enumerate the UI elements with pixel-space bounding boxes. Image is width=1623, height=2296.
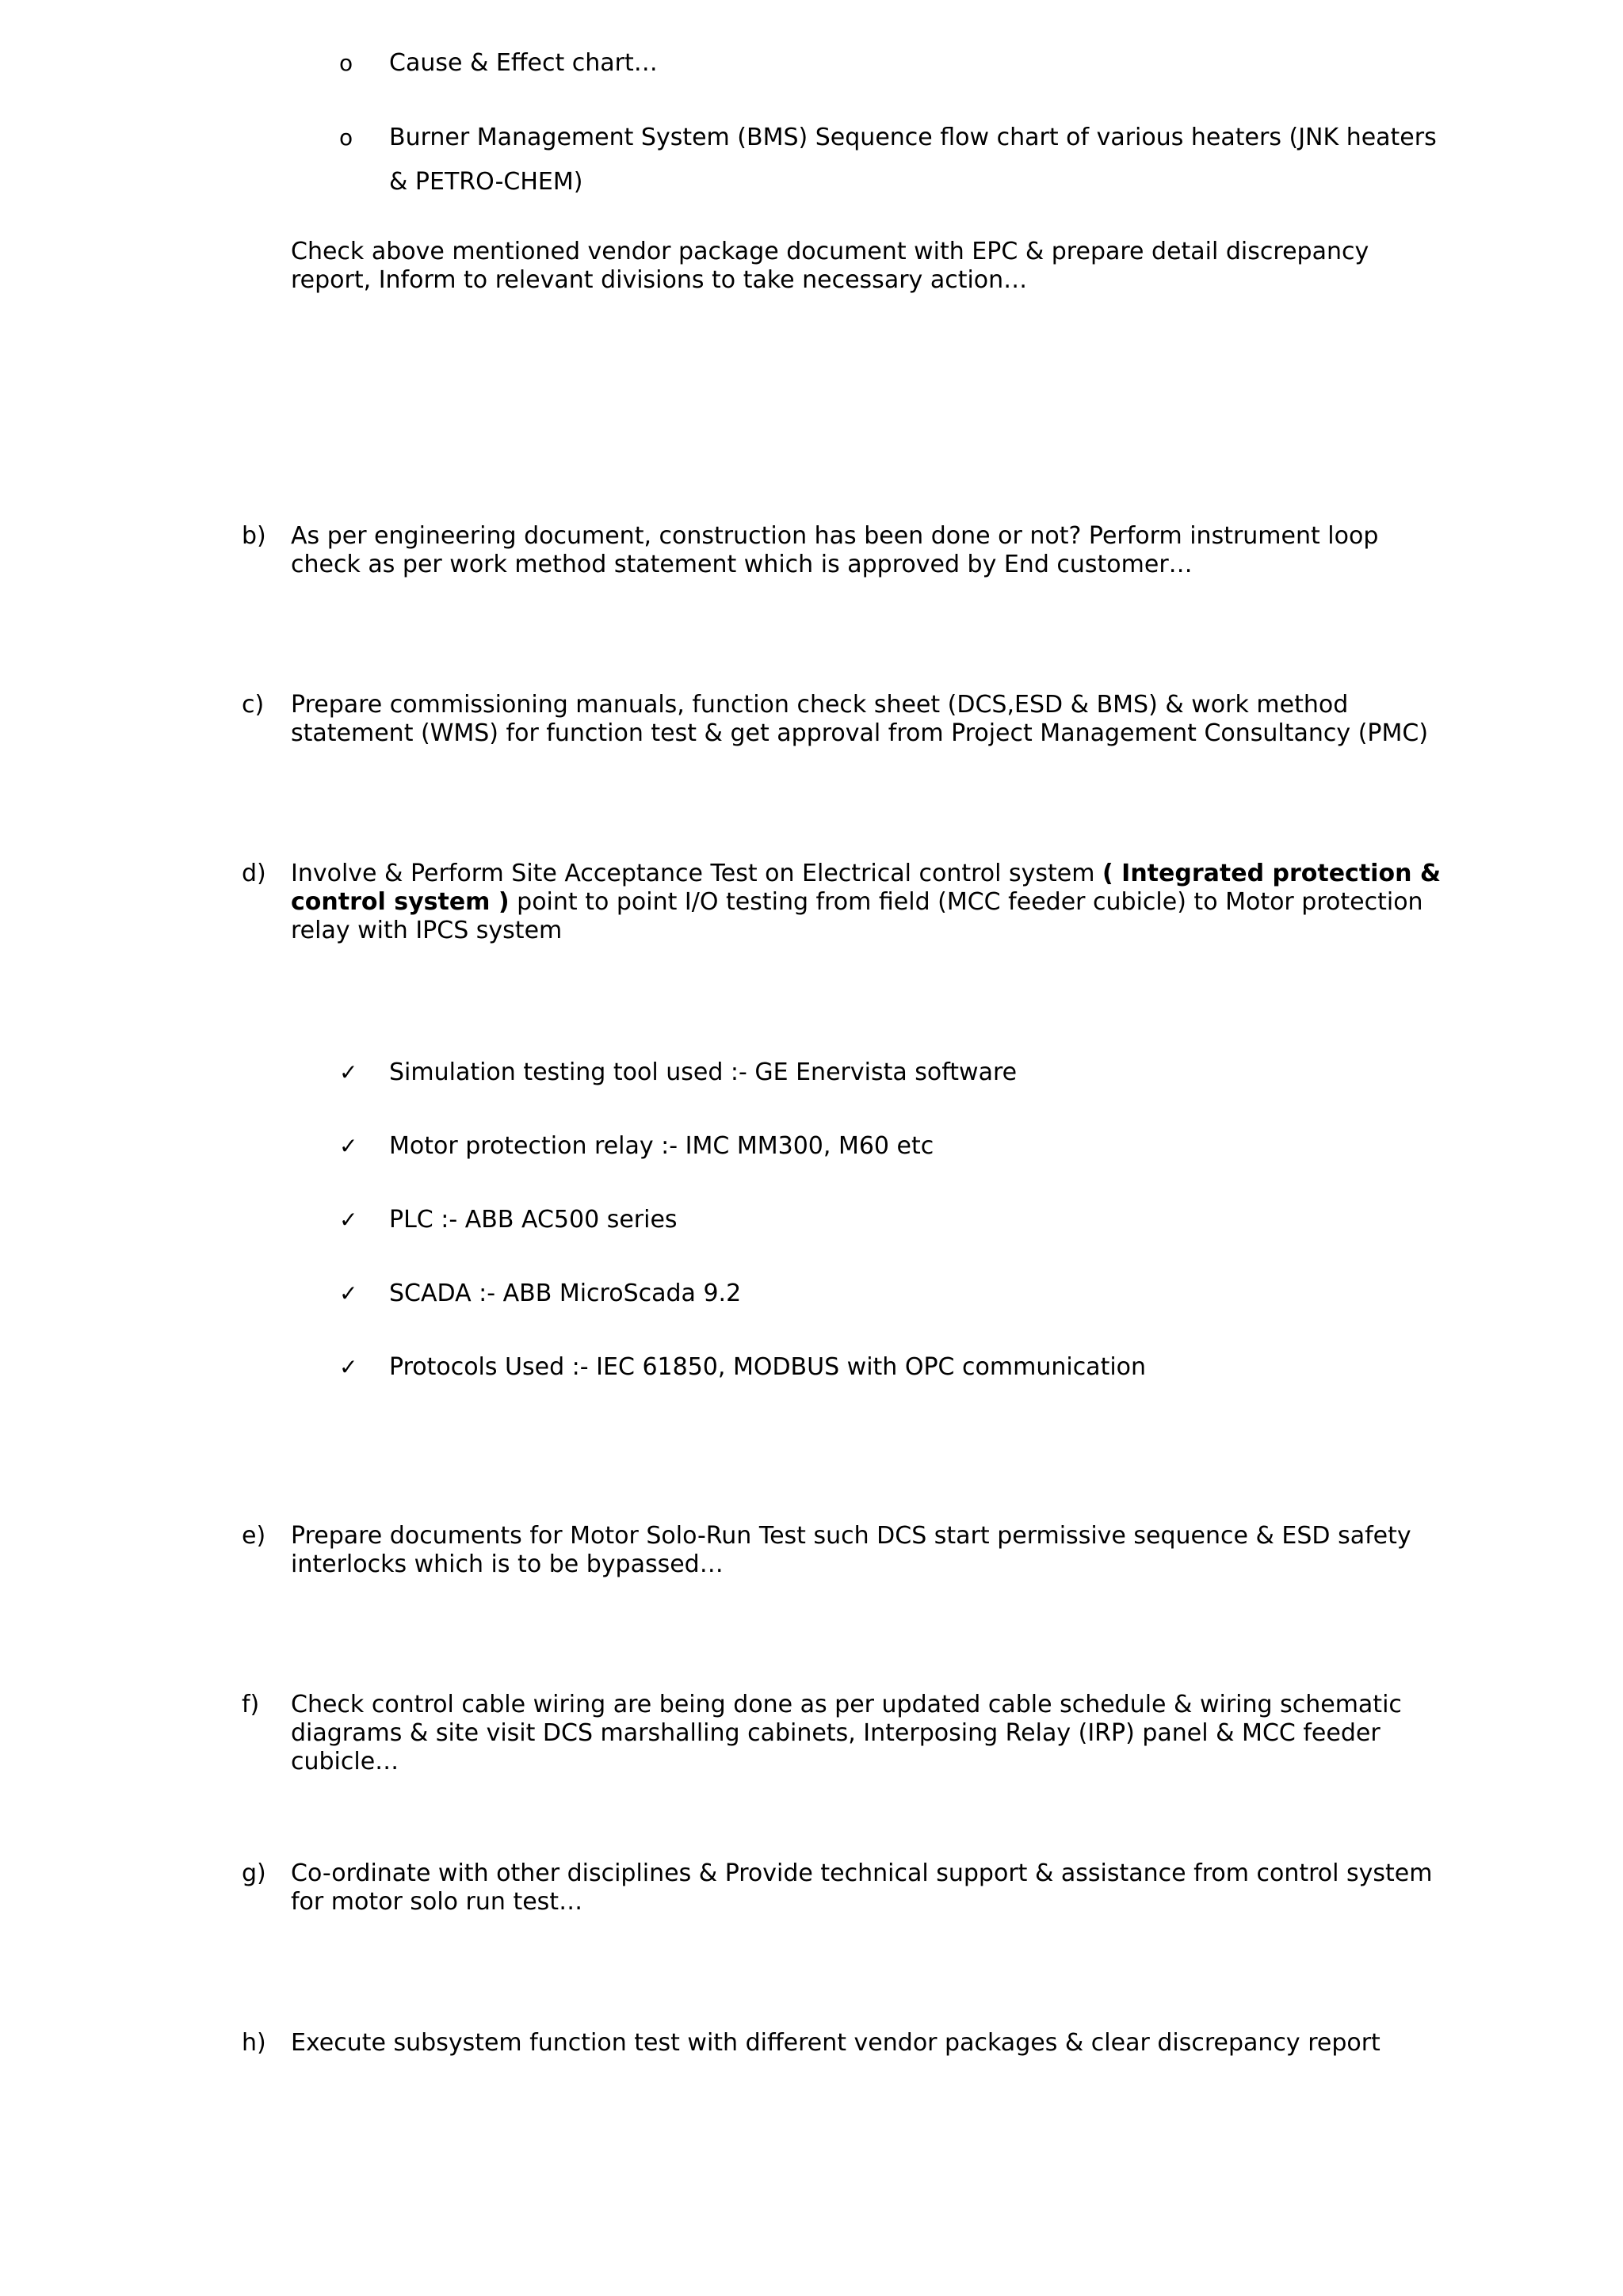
item-text: As per engineering document, construction has been done or not? Perform instrument loop check as per work method statement which is approved by End customer… (291, 522, 1379, 578)
bullet-text: SCADA :- ABB MicroScada 9.2 (389, 1280, 742, 1307)
checkmark-icon: ✓ (339, 1354, 358, 1380)
bullet-text: Cause & Effect chart… (389, 49, 658, 77)
item-letter: c) (242, 691, 265, 719)
checkmark-icon: ✓ (339, 1133, 358, 1159)
checkmark-icon: ✓ (339, 1059, 358, 1085)
item-text-part: point to point I/O testing from field (MCC feeder cubicle) to Motor protection relay with IPCS system (291, 888, 1423, 944)
bullet-text: Burner Management System (BMS) Sequence flow chart of various heaters (JNK heaters & PETRO-CHEM) (389, 124, 1437, 196)
bullet-text: Protocols Used :- IEC 61850, MODBUS with OPC communication (389, 1353, 1147, 1381)
item-text-part: Involve & Perform Site Acceptance Test on Electrical control system (291, 860, 1102, 887)
checkmark-icon: ✓ (339, 1280, 358, 1306)
item-text: Prepare documents for Motor Solo-Run Test such DCS start permissive sequence & ESD safety interlocks which is to be bypassed… (291, 1522, 1411, 1578)
item-letter: g) (242, 1859, 266, 1887)
item-letter: b) (242, 522, 266, 550)
intro-paragraph: Check above mentioned vendor package document with EPC & prepare detail discrepancy report, Inform to relevant divisions to take necessary action… (291, 238, 1369, 294)
item-letter: f) (242, 1691, 260, 1718)
item-text (291, 860, 1448, 945)
item-text: Execute subsystem function test with different vendor packages & clear discrepancy report (291, 2029, 1381, 2057)
item-text: Prepare commissioning manuals, function check sheet (DCS,ESD & BMS) & work method statement (WMS) for function test & get approval from Project Management Consultancy (PMC) (291, 691, 1429, 747)
item-text: Co-ordinate with other disciplines & Provide technical support & assistance from control system for motor solo run test… (291, 1859, 1433, 1916)
bullet-text: Motor protection relay :- IMC MM300, M60 etc (389, 1132, 934, 1160)
item-text-bold: ( Integrated protection & control system ) (291, 860, 1442, 916)
checkmark-icon: ✓ (339, 1207, 358, 1233)
bullet-text: PLC :- ABB AC500 series (389, 1206, 678, 1234)
circle-bullet-icon: o (339, 50, 353, 76)
item-letter: d) (242, 860, 266, 887)
bullet-text: Simulation testing tool used :- GE Enervista software (389, 1058, 1018, 1086)
item-text: Check control cable wiring are being done as per updated cable schedule & wiring schematic diagrams & site visit DCS marshalling cabinets, Interposing Relay (IRP) panel & MCC feeder cubicle… (291, 1691, 1402, 1775)
item-letter: h) (242, 2029, 266, 2057)
circle-bullet-icon: o (339, 124, 353, 151)
item-letter: e) (242, 1522, 266, 1550)
